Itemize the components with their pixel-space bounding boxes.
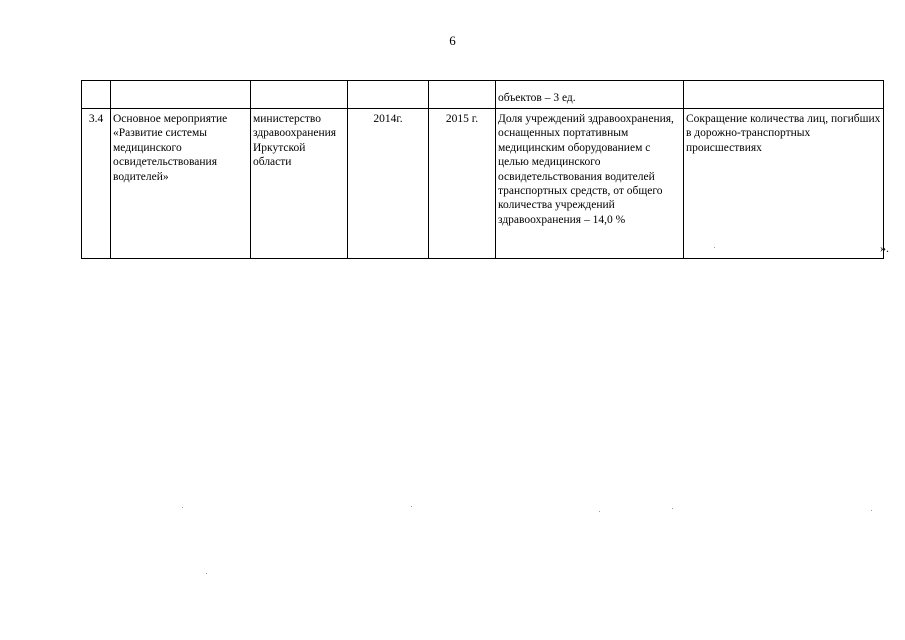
- scan-speck: [599, 511, 600, 512]
- scan-speck: [672, 508, 673, 509]
- cell-event: [111, 81, 251, 109]
- scan-speck: [871, 510, 872, 511]
- program-events-table: [81, 80, 884, 259]
- cell-start-year: 2014г.: [348, 109, 429, 259]
- table-row-continuation: [82, 81, 884, 109]
- scan-speck: [714, 247, 715, 248]
- table-row: [82, 109, 884, 259]
- closing-quote-mark: ».: [880, 241, 889, 255]
- cell-result: Сокращение количества лиц, погибших в дорожно-транспортных происшествиях: [684, 109, 884, 259]
- page-number: 6: [449, 33, 456, 48]
- cell-number: [82, 81, 111, 109]
- cell-result: [684, 81, 884, 109]
- cell-end-year: [429, 81, 496, 109]
- cell-executor: [251, 81, 348, 109]
- cell-number: 3.4: [82, 109, 111, 259]
- cell-event: Основное мероприятие «Развитие системы медицинского освидетельствования водителей»: [111, 109, 251, 259]
- cell-start-year: [348, 81, 429, 109]
- cell-indicator: объектов – 3 ед.: [496, 81, 684, 109]
- cell-end-year: 2015 г.: [429, 109, 496, 259]
- scan-speck: [411, 506, 412, 507]
- cell-indicator: Доля учреждений здравоохранения, оснащенных портативным медицинским оборудованием с целью медицинского освидетельствования водителей транспортных средств, от общего количества учреждений здравоохранения – 14,0 %: [496, 109, 684, 259]
- cell-executor: министерство здравоохранения Иркутской области: [251, 109, 348, 259]
- scan-speck: [182, 507, 183, 508]
- scan-speck: [206, 573, 207, 574]
